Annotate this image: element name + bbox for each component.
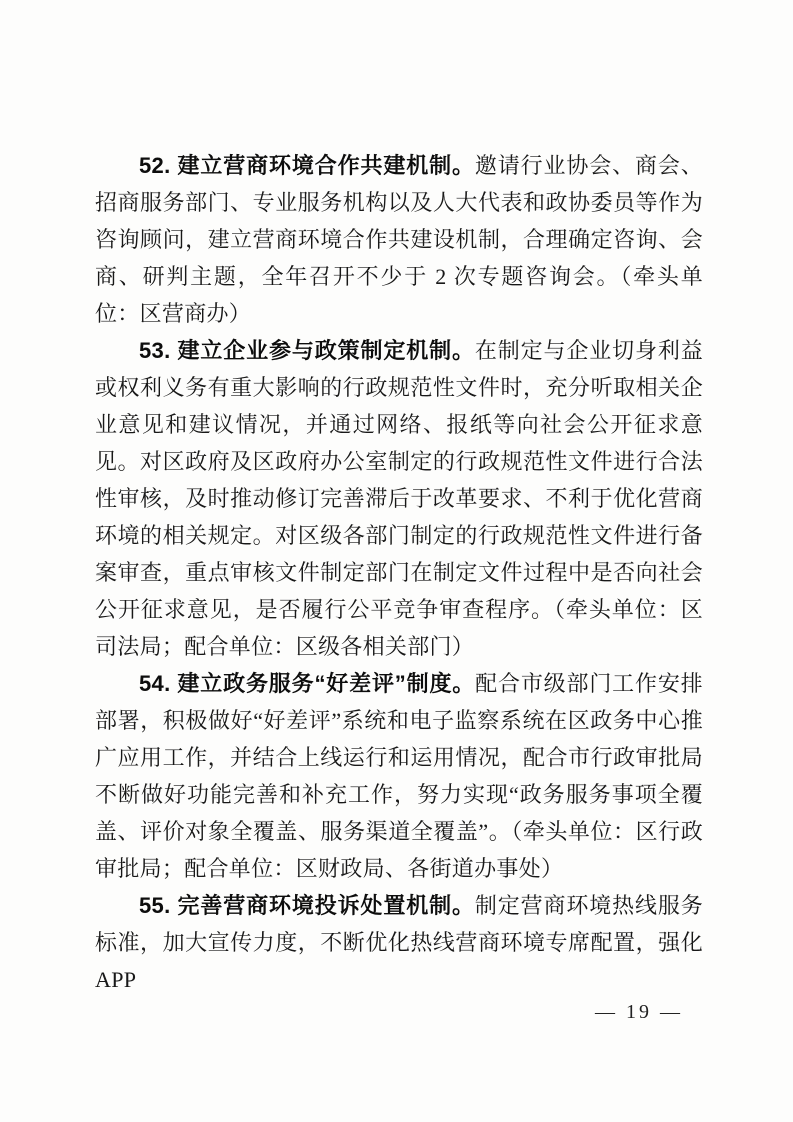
item-53-body: 在制定与企业切身利益或权利义务有重大影响的行政规范性文件时，充分听取相关企业意见和建议情况，并通过网络、报纸等向社会公开征求意见。对区政府及区政府办公室制定的行政规范性文件进行合法性审核，及时推动修订完善滞后于改革要求、不利于优化营商环境的相关规定。对区级各部门制定的行政规范性文件进行备案审查，重点审核文件制定部门在制定文件过程中是否向社会公开征求意见，是否履行公平竞争审查程序。（牵头单位：区司法局；配合单位：区级各相关部门）	[95, 338, 703, 659]
item-55-body: 制定营商环境热线服务标准，加大宣传力度，不断优化热线营商环境专席配置，强化 APP	[95, 893, 703, 992]
paragraph-item-52	[95, 147, 703, 332]
item-53-heading: 53. 建立企业参与政策制定机制。	[139, 338, 475, 363]
item-55-heading: 55. 完善营商环境投诉处置机制。	[139, 893, 475, 918]
item-54-body: 配合市级部门工作安排部署，积极做好“好差评”系统和电子监察系统在区政务中心推广应用工作，并结合上线运行和运用情况，配合市行政审批局不断做好功能完善和补充工作，努力实现“政务服务事项全覆盖、评价对象全覆盖、服务渠道全覆盖”。（牵头单位：区行政审批局；配合单位：区财政局、各街道办事处）	[95, 671, 703, 881]
item-52-heading: 52. 建立营商环境合作共建机制。	[139, 153, 475, 178]
item-54-heading: 54. 建立政务服务“好差评”制度。	[139, 671, 476, 696]
item-52-body: 邀请行业协会、商会、招商服务部门、专业服务机构以及人大代表和政协委员等作为咨询顾问，建立营商环境合作共建设机制，合理确定咨询、会商、研判主题，全年召开不少于 2 次专题咨询会。（牵头单位：区营商办）	[95, 153, 703, 326]
paragraph-item-53	[95, 332, 703, 665]
page-number: — 19 —	[595, 1001, 683, 1023]
paragraph-item-54	[95, 665, 703, 887]
document-body	[95, 147, 703, 998]
paragraph-item-55	[95, 887, 703, 998]
